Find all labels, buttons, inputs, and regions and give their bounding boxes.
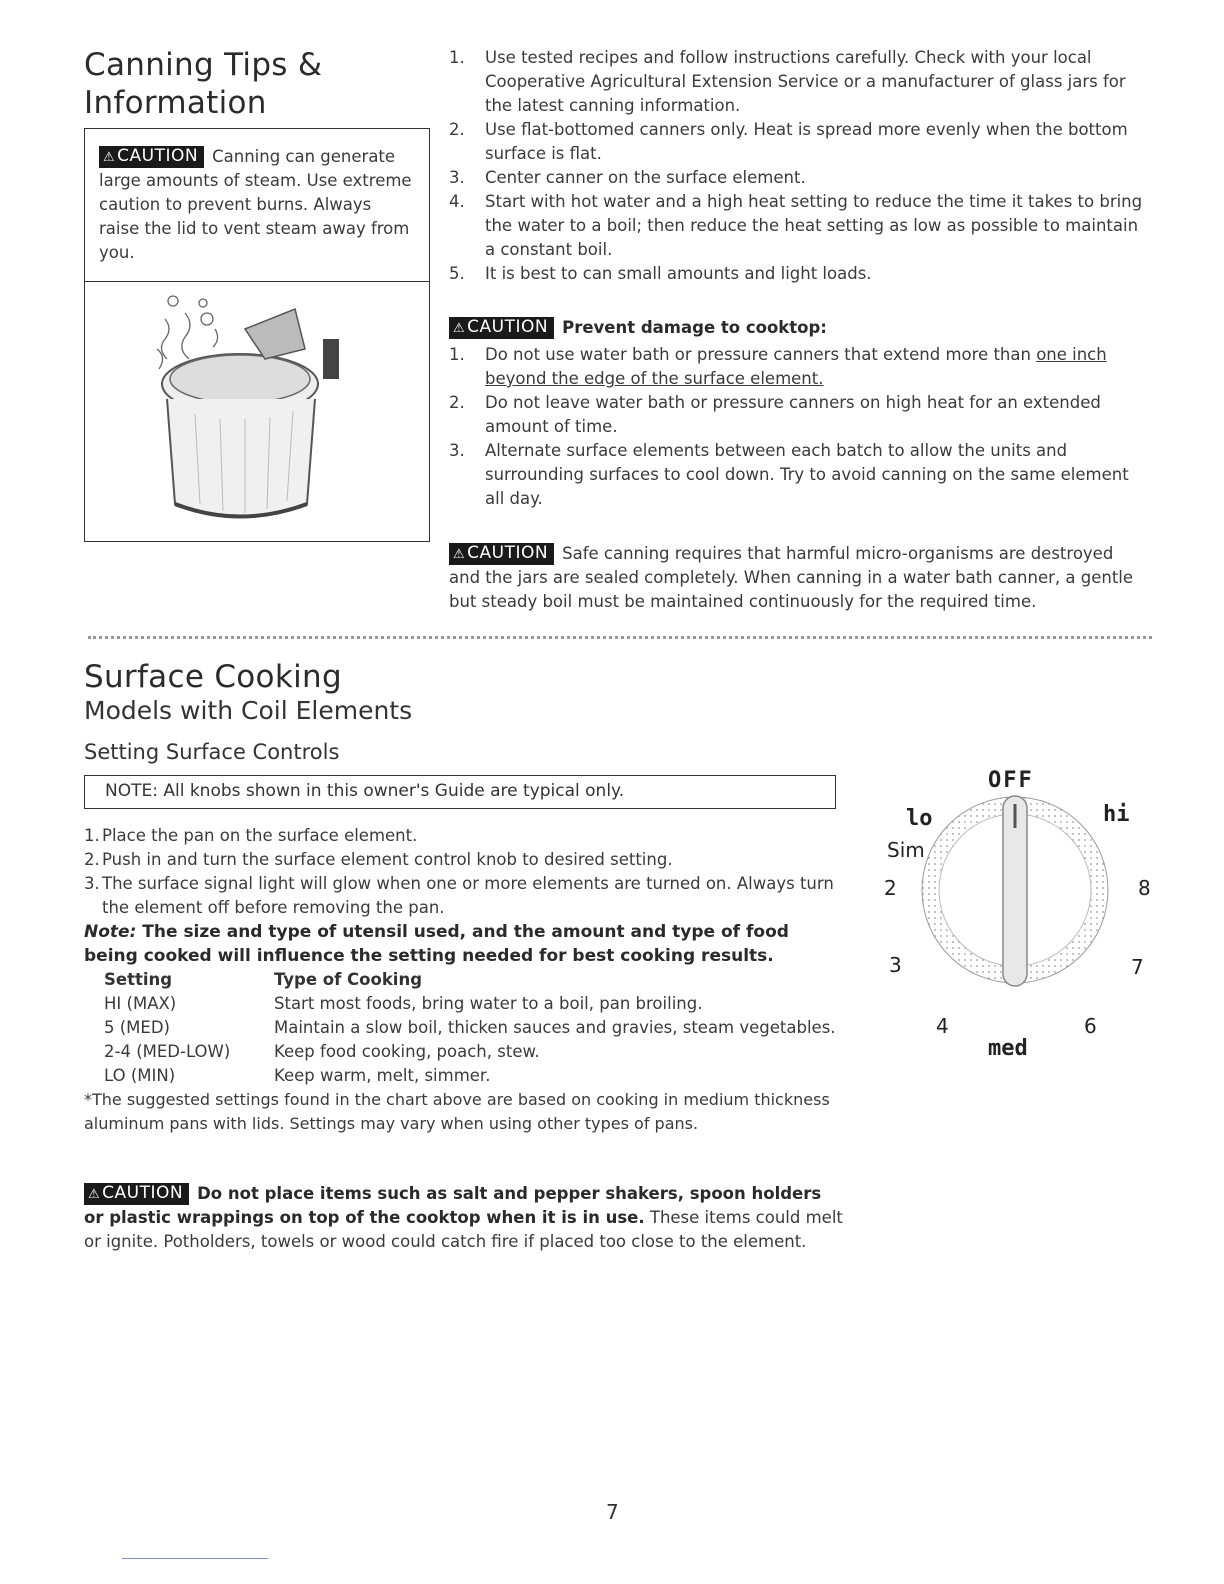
list-item bbox=[84, 872, 844, 920]
knob-hi-label: hi bbox=[1103, 802, 1130, 827]
list-item bbox=[84, 848, 844, 872]
setting-controls-heading: Setting Surface Controls bbox=[84, 740, 340, 764]
list-item-number: 2. bbox=[449, 120, 465, 139]
caution-badge bbox=[449, 317, 554, 339]
header-type: Type of Cooking bbox=[274, 970, 423, 989]
list-item bbox=[449, 190, 1149, 262]
list-item bbox=[449, 439, 1149, 511]
list-item-text: Do not use water bath or pressure canners that extend more than bbox=[485, 345, 1037, 364]
control-knob-diagram bbox=[870, 760, 1170, 1070]
note-box bbox=[84, 775, 836, 809]
setting-cell: LO (MIN) bbox=[104, 1066, 176, 1085]
type-cell: Keep food cooking, poach, stew. bbox=[274, 1042, 540, 1061]
list-item-number: 1. bbox=[449, 48, 465, 67]
cooktop-caution-text: These items could melt or ignite. Potholders, towels or wood could catch fire if placed too close to the element. bbox=[84, 1208, 843, 1251]
list-item-number: 1. bbox=[84, 826, 100, 845]
box-divider bbox=[85, 281, 429, 282]
list-item-text: Place the pan on the surface element. bbox=[102, 826, 418, 845]
canning-caution-text: Canning can generate large amounts of steam. Use extreme caution to prevent burns. Always raise the lid to vent steam away from you. bbox=[99, 147, 412, 262]
cooktop-caution-bold: Do not place items such as salt and pepper shakers, spoon holders or plastic wrappings on top of the cooktop when it is in use. bbox=[84, 1184, 822, 1227]
list-item bbox=[449, 166, 1149, 190]
note-text: NOTE: All knobs shown in this owner's Guide are typical only. bbox=[105, 781, 625, 801]
safe-canning-text: Safe canning requires that harmful micro-organisms are destroyed and the jars are sealed completely. When canning in a water bath canner, a gentle but steady boil must be maintained continuously for the required time. bbox=[449, 544, 1134, 611]
list-item-number: 5. bbox=[449, 264, 465, 283]
list-item bbox=[449, 46, 1149, 118]
warning-triangle-icon: ⚠ bbox=[103, 150, 116, 165]
list-item bbox=[449, 343, 1149, 391]
list-item-text: Center canner on the surface element. bbox=[485, 168, 806, 187]
table-row bbox=[84, 992, 844, 1016]
type-cell: Start most foods, bring water to a boil, pan broiling. bbox=[274, 994, 703, 1013]
caution-badge bbox=[449, 543, 554, 565]
underlined-text: one inch beyond the edge of the surface element. bbox=[485, 345, 1107, 388]
surface-instructions bbox=[84, 824, 844, 1136]
list-item-text: Alternate surface elements between each batch to allow the units and surrounding surfaces to cool down. Try to avoid canning on the same element all day. bbox=[485, 441, 1129, 508]
canning-caution-box bbox=[84, 128, 430, 542]
list-item bbox=[449, 118, 1149, 166]
caution-badge-label: CAUTION bbox=[102, 1183, 184, 1203]
note-body: The size and type of utensil used, and the amount and type of food being cooked will influence the setting needed for best cooking results. bbox=[84, 922, 789, 966]
list-item-number: 3. bbox=[84, 874, 100, 893]
list-item-text: It is best to can small amounts and light loads. bbox=[485, 264, 872, 283]
page-number: 7 bbox=[606, 1500, 619, 1524]
settings-footnote: *The suggested settings found in the chart above are based on cooking in medium thickness aluminum pans with lids. Settings may vary when using other types of pans. bbox=[84, 1090, 830, 1133]
list-item-text: Use tested recipes and follow instructions carefully. Check with your local Cooperative Agricultural Extension Service or a manufacturer of glass jars for the latest canning information. bbox=[485, 48, 1126, 115]
list-item-number: 2. bbox=[84, 850, 100, 869]
table-row bbox=[84, 1016, 844, 1040]
list-item-text: Start with hot water and a high heat setting to reduce the time it takes to bring the water to a boil; then reduce the heat setting as low as possible to maintain a constant boil. bbox=[485, 192, 1143, 259]
caution-badge-label: CAUTION bbox=[467, 543, 549, 563]
list-item-text: Use flat-bottomed canners only. Heat is spread more evenly when the bottom surface is flat. bbox=[485, 120, 1128, 163]
list-item-text: Do not leave water bath or pressure canners on high heat for an extended amount of time. bbox=[485, 393, 1101, 436]
list-item bbox=[449, 262, 1149, 286]
note-label: Note: bbox=[84, 922, 137, 942]
coil-models-subtitle: Models with Coil Elements bbox=[84, 696, 413, 725]
knob-2-label: 2 bbox=[884, 876, 897, 900]
cooktop-caution bbox=[84, 1182, 844, 1254]
knob-8-label: 8 bbox=[1138, 876, 1151, 900]
knob-4-label: 4 bbox=[936, 1014, 949, 1038]
canning-title-line1: Canning Tips & bbox=[84, 47, 323, 83]
canning-caution-text-block bbox=[85, 129, 429, 265]
list-item bbox=[84, 824, 844, 848]
footer-rule bbox=[122, 1558, 268, 1559]
caution-badge bbox=[99, 146, 204, 168]
list-item-text: The surface signal light will glow when one or more elements are turned on. Always turn the element off before removing the pan. bbox=[102, 874, 834, 917]
knob-sim-label: Sim bbox=[887, 838, 925, 862]
warning-triangle-icon: ⚠ bbox=[453, 547, 466, 562]
knob-7-label: 7 bbox=[1131, 955, 1144, 979]
warning-triangle-icon: ⚠ bbox=[453, 321, 466, 336]
knob-icon bbox=[915, 790, 1115, 990]
type-cell: Maintain a slow boil, thicken sauces and gravies, steam vegetables. bbox=[274, 1018, 836, 1037]
setting-cell: 2-4 (MED-LOW) bbox=[104, 1042, 231, 1061]
knob-off-label: OFF bbox=[988, 768, 1034, 793]
caution-badge bbox=[84, 1183, 189, 1205]
settings-table-header bbox=[84, 968, 844, 992]
setting-cell: HI (MAX) bbox=[104, 994, 177, 1013]
utensil-note bbox=[84, 920, 844, 968]
table-row bbox=[84, 1064, 844, 1088]
list-item-number: 3. bbox=[449, 168, 465, 187]
damage-heading: Prevent damage to cooktop: bbox=[562, 318, 827, 337]
table-row bbox=[84, 1040, 844, 1064]
canning-tips-list bbox=[449, 46, 1149, 286]
canner-pot-illustration bbox=[145, 289, 365, 529]
damage-caution-heading bbox=[449, 316, 1149, 340]
header-setting: Setting bbox=[104, 970, 173, 989]
knob-3-label: 3 bbox=[889, 953, 902, 977]
knob-lo-label: lo bbox=[906, 806, 933, 831]
type-cell: Keep warm, melt, simmer. bbox=[274, 1066, 491, 1085]
surface-cooking-title: Surface Cooking bbox=[84, 659, 342, 695]
section-divider bbox=[88, 636, 1152, 639]
damage-list bbox=[449, 343, 1149, 511]
safe-canning-caution bbox=[449, 542, 1149, 614]
list-item-number: 2. bbox=[449, 393, 465, 412]
list-item bbox=[449, 391, 1149, 439]
warning-triangle-icon: ⚠ bbox=[88, 1187, 101, 1202]
knob-6-label: 6 bbox=[1084, 1014, 1097, 1038]
setting-cell: 5 (MED) bbox=[104, 1018, 170, 1037]
caution-badge-label: CAUTION bbox=[117, 146, 199, 166]
canning-title bbox=[84, 46, 322, 122]
list-item-number: 3. bbox=[449, 441, 465, 460]
list-item-text: Push in and turn the surface element control knob to desired setting. bbox=[102, 850, 673, 869]
canning-title-line2: Information bbox=[84, 85, 267, 121]
list-item-number: 1. bbox=[449, 345, 465, 364]
caution-badge-label: CAUTION bbox=[467, 317, 549, 337]
list-item-number: 4. bbox=[449, 192, 465, 211]
knob-med-label: med bbox=[988, 1036, 1028, 1061]
surface-steps-list bbox=[84, 824, 844, 920]
